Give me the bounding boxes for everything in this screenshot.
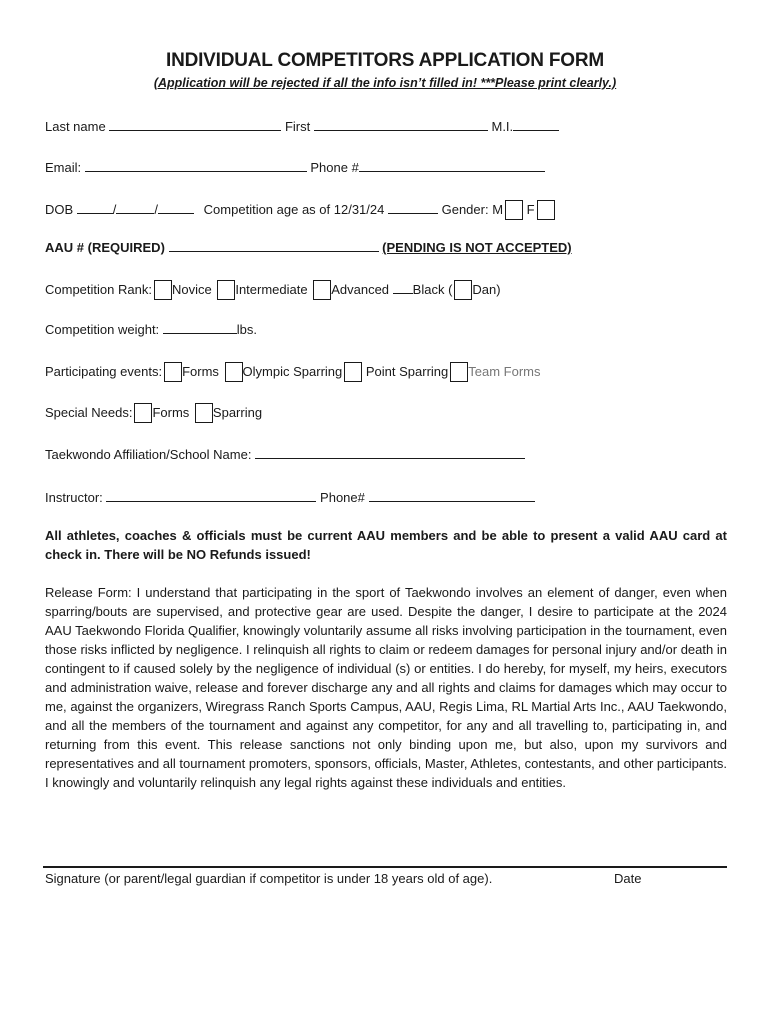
gender-m-checkbox[interactable] [505, 200, 523, 220]
affiliation-row [45, 446, 525, 462]
dob-day-field[interactable] [116, 201, 154, 214]
instructor-phone-field[interactable] [369, 489, 535, 502]
signature-line[interactable] [43, 866, 727, 868]
weight-field[interactable] [163, 321, 237, 334]
signature-label: Signature (or parent/legal guardian if competitor is under 18 years old of age). [45, 871, 493, 886]
weight-unit: lbs. [236, 322, 258, 337]
first-name-label: First [284, 119, 311, 134]
instructor-label: Instructor: [45, 490, 103, 505]
rank-intermediate-checkbox[interactable] [217, 280, 235, 300]
weight-label: Competition weight: [45, 322, 160, 337]
instructor-phone-label: Phone# [320, 490, 365, 505]
rank-black-label: Black ( [412, 282, 453, 297]
events-label: Participating events: [45, 364, 163, 379]
rank-novice-checkbox[interactable] [154, 280, 172, 300]
name-row [45, 118, 559, 134]
form-subtitle: (Application will be rejected if all the info isn’t filled in! ***Please print clearly.) [153, 76, 617, 90]
affiliation-field[interactable] [255, 446, 525, 459]
rank-dan-checkbox[interactable] [454, 280, 472, 300]
weight-row [45, 321, 257, 337]
rank-intermediate-label: Intermediate [235, 282, 308, 297]
event-point-label: Point Sparring [365, 364, 449, 379]
competition-age-field[interactable] [388, 201, 438, 214]
event-forms-label: Forms [182, 364, 219, 379]
rank-row [45, 280, 501, 300]
email-row [45, 159, 545, 175]
event-olympic-checkbox[interactable] [225, 362, 243, 382]
phone-label: Phone # [310, 160, 359, 175]
instructor-row [45, 489, 535, 505]
date-label: Date [614, 871, 642, 886]
special-sparring-checkbox[interactable] [195, 403, 213, 423]
event-team-label: Team Forms [468, 364, 541, 379]
mi-label: M.I. [491, 119, 514, 134]
rank-advanced-checkbox[interactable] [313, 280, 331, 300]
aau-label: AAU # (REQUIRED) [45, 240, 165, 255]
rank-label: Competition Rank: [45, 282, 152, 297]
rank-dan-label: Dan) [472, 282, 501, 297]
special-forms-checkbox[interactable] [134, 403, 152, 423]
phone-field[interactable] [359, 159, 545, 172]
aau-row [45, 239, 572, 255]
rank-advanced-label: Advanced [331, 282, 390, 297]
rank-black-line [393, 281, 413, 294]
dob-row: DOB / / Competition age as of 12/31/24 Gender: M F [45, 200, 555, 220]
gender-f-label: F [526, 202, 535, 217]
email-label: Email: [45, 160, 82, 175]
last-name-label: Last name [45, 119, 106, 134]
gender-label: Gender: M [441, 202, 504, 217]
event-forms-checkbox[interactable] [164, 362, 182, 382]
events-row [45, 362, 541, 382]
event-point-checkbox[interactable] [344, 362, 362, 382]
special-needs-row [45, 403, 262, 423]
form-title: INDIVIDUAL COMPETITORS APPLICATION FORM [165, 50, 604, 71]
email-field[interactable] [85, 159, 307, 172]
dob-month-field[interactable] [77, 201, 113, 214]
event-olympic-label: Olympic Sparring [242, 364, 343, 379]
aau-note: (PENDING IS NOT ACCEPTED) [382, 240, 572, 255]
instructor-field[interactable] [106, 489, 316, 502]
aau-notice: All athletes, coaches & officials must be current AAU members and be able to present a valid AAU card at check in. There will be NO Refunds issued! [45, 528, 727, 562]
dob-label: DOB [45, 202, 74, 217]
last-name-field[interactable] [109, 118, 281, 131]
first-name-field[interactable] [314, 118, 488, 131]
gender-f-checkbox[interactable] [537, 200, 555, 220]
special-sparring-label: Sparring [212, 405, 263, 420]
aau-field[interactable] [169, 239, 379, 252]
dob-year-field[interactable] [158, 201, 194, 214]
affiliation-label: Taekwondo Affiliation/School Name: [45, 447, 252, 462]
mi-field[interactable] [513, 118, 559, 131]
special-label: Special Needs: [45, 405, 133, 420]
release-form-text: Release Form: I understand that participating in the sport of Taekwondo involves an element of danger, even when sparring/bouts are supervised, and protective gear are used. Despite the danger, I desire to participate at the 2024 AAU Taekwondo Florida Qualifier, knowingly voluntarily assume all risks involving participation in the tournament, even those risks inflicted by negligence. I relinquish all rights to claim or redeem damages for personal injury and/or death in contingent to if caused solely by the negligence of individual (s) or entities. I do hereby, for myself, my heirs, executors and administration waive, release and forever discharge any and all rights and claims for damages which may occur to me, against the organizers, Wiregrass Ranch Sports Campus, AAU, Regis Lima, RL Martial Arts Inc., AAU Taekwondo, and all the members of the tournament and against any competitor, for any and all travelling to, participating in, and returning from this event. This release sanctions not only binding upon me, but also, upon my survivors and representatives and all tournament promoters, sponsors, officials, Master, Athletes, contestants, and other participants. I knowingly and voluntarily relinquish any legal rights against these individuals and entities. [45, 585, 727, 790]
competition-age-label: Competition age as of 12/31/24 [203, 202, 385, 217]
special-forms-label: Forms [152, 405, 190, 420]
rank-novice-label: Novice [171, 282, 212, 297]
event-team-checkbox[interactable] [450, 362, 468, 382]
